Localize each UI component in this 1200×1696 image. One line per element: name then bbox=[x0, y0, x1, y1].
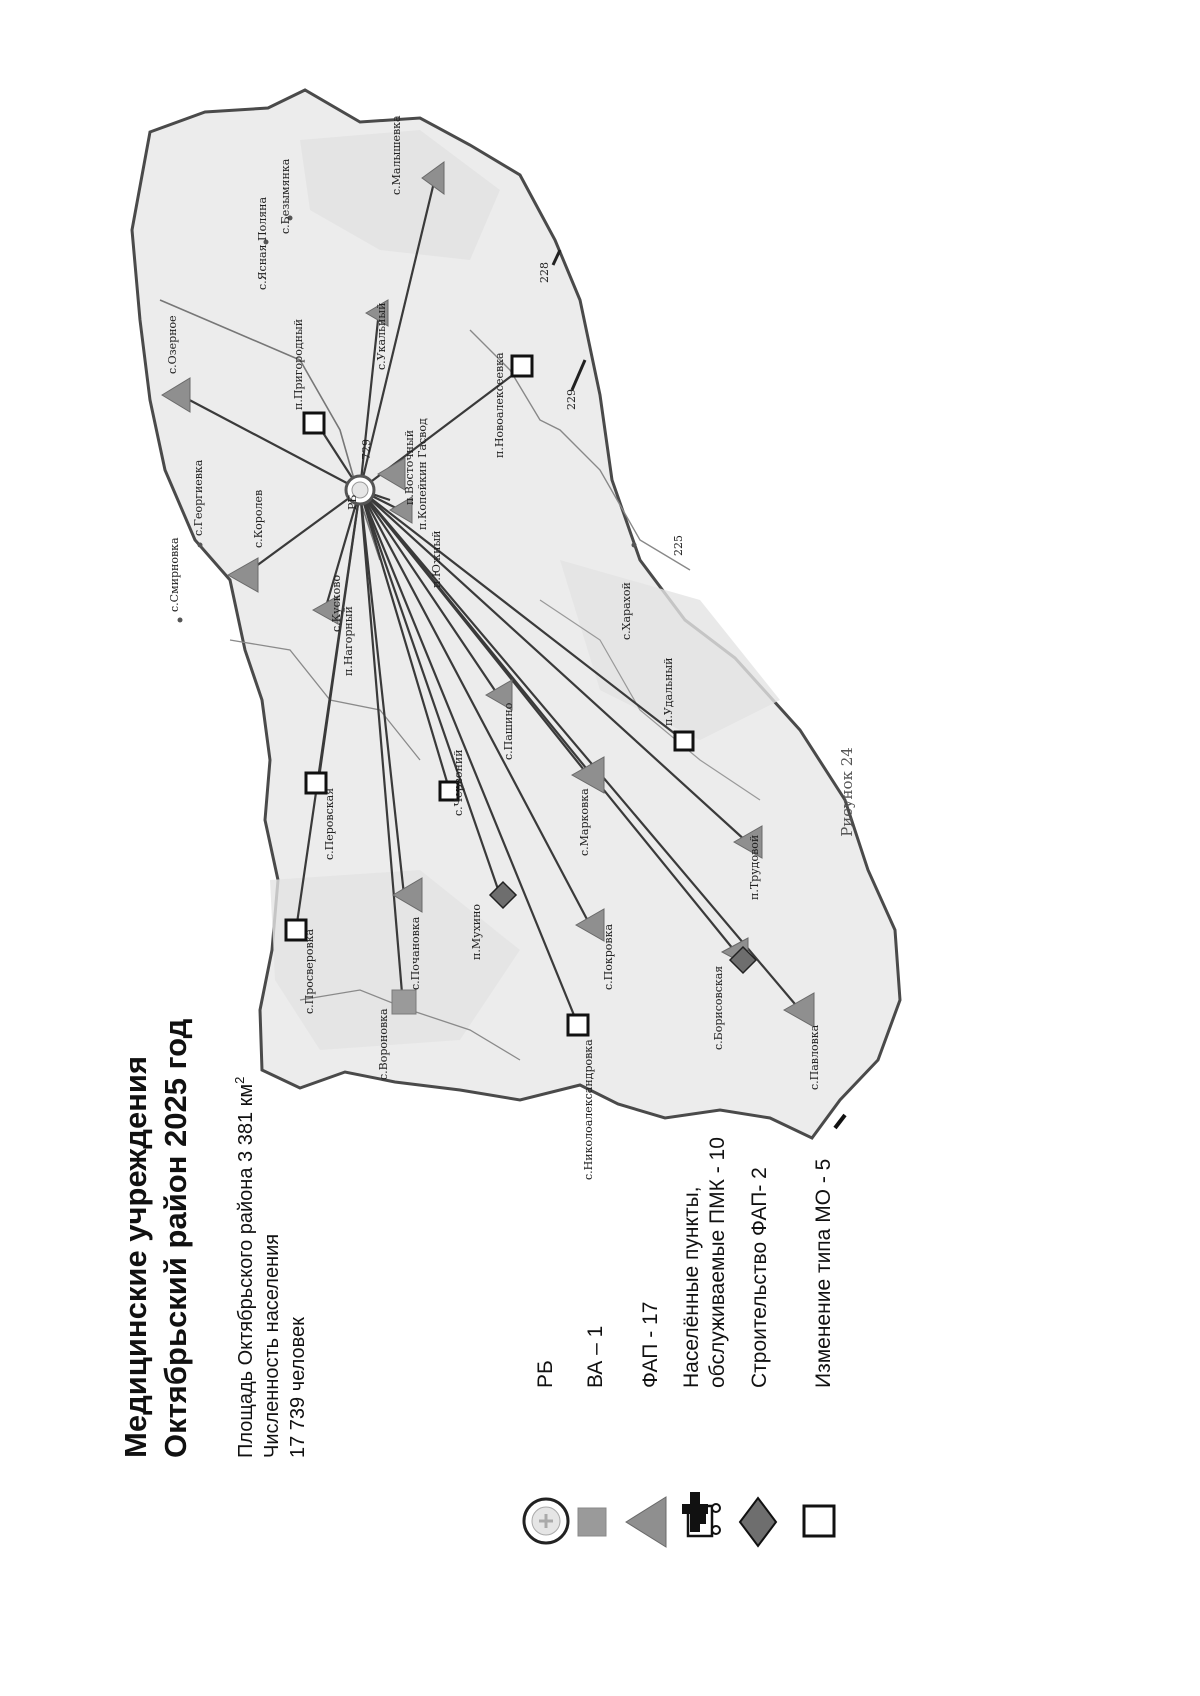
settlement-label: с.Покровка bbox=[602, 923, 615, 990]
settlement-label: с.Червоний bbox=[452, 749, 465, 816]
settlement-label: п.Удальный bbox=[662, 657, 675, 726]
settlement-dot bbox=[178, 618, 183, 623]
settlement-label: с.Борисовская bbox=[712, 965, 725, 1050]
legend-item-pmk bbox=[680, 1137, 729, 1536]
settlement-label: с.Просверовка bbox=[303, 928, 316, 1014]
legend-item-va bbox=[578, 1326, 607, 1536]
type-change-square-icon bbox=[804, 1506, 834, 1536]
area-text bbox=[232, 1077, 257, 1458]
va-square-icon bbox=[578, 1508, 606, 1536]
settlement-label: с.Смирновка bbox=[168, 537, 181, 612]
settlement-label: п.Трудовой bbox=[748, 834, 761, 900]
info-block bbox=[232, 1077, 309, 1458]
legend-item-construction bbox=[740, 1167, 776, 1546]
type-change-square-icon bbox=[568, 1015, 588, 1035]
settlement-label: с.Харахой bbox=[620, 582, 633, 640]
va-square-icon bbox=[392, 990, 416, 1014]
settlement-label: с.Безымянка bbox=[279, 158, 292, 234]
district-map bbox=[132, 90, 900, 1180]
road-marker bbox=[835, 1115, 845, 1128]
legend-label-construction: Строительство ФАП- 2 bbox=[748, 1167, 771, 1388]
settlement-label: п.Пригородный bbox=[292, 318, 305, 410]
rb-label: РБ bbox=[346, 494, 359, 510]
road-label: 225 bbox=[672, 535, 685, 556]
title-block bbox=[118, 1018, 193, 1458]
rb-hospital-icon bbox=[524, 1499, 568, 1543]
settlement-label: с.Георгиевка bbox=[192, 459, 205, 536]
legend-label-pmk-2: обслуживаемые ПМК - 10 bbox=[706, 1137, 729, 1388]
legend-label-rb: РБ bbox=[534, 1360, 557, 1388]
legend-label-type-change: Изменение типа МО - 5 bbox=[812, 1158, 835, 1388]
mobile-complex-icon bbox=[682, 1492, 720, 1536]
settlement-label: с.Королев bbox=[252, 489, 265, 548]
type-change-square-icon bbox=[512, 356, 532, 376]
settlement-label: с.Пашино bbox=[502, 702, 515, 760]
legend-item-type-change bbox=[804, 1159, 835, 1536]
legend-item-fap bbox=[626, 1302, 666, 1547]
type-change-square-icon bbox=[675, 732, 693, 750]
title-line-2: Октябрьский район 2025 год bbox=[158, 1018, 193, 1458]
road-label: 229 bbox=[565, 389, 578, 410]
figure-caption: Рисунок 24 bbox=[838, 747, 856, 837]
settlement-label: с.Павловка bbox=[808, 1024, 821, 1090]
legend bbox=[524, 1137, 835, 1547]
settlement-label: с.Ясная Поляна bbox=[256, 196, 269, 290]
settlement-label: п.Восточный bbox=[403, 429, 416, 505]
settlement-label: п.Южный bbox=[430, 530, 443, 588]
settlement-dot bbox=[632, 543, 637, 548]
settlement-label: п.Копейкин Гасвод bbox=[416, 418, 429, 530]
district-territory bbox=[132, 90, 900, 1138]
settlement-label: с.Перовская bbox=[323, 787, 336, 860]
settlement-label: с.Укальный bbox=[375, 302, 388, 370]
title-line-1: Медицинские учреждения bbox=[118, 1055, 153, 1458]
settlement-label: с.Николоалександровка bbox=[582, 1039, 595, 1180]
legend-label-fap: ФАП - 17 bbox=[639, 1301, 662, 1388]
settlement-label: с.Вороновка bbox=[377, 1008, 390, 1080]
legend-label-pmk-1: Населённые пункты, bbox=[680, 1186, 703, 1388]
settlement-label: с.Озерное bbox=[166, 315, 179, 374]
settlement-label: п.Нагорный bbox=[342, 606, 355, 676]
legend-item-rb bbox=[524, 1360, 568, 1543]
road-label: 228 bbox=[538, 262, 551, 283]
settlement-label: п.Мухино bbox=[470, 903, 483, 960]
settlement-label: с.Кусково bbox=[330, 574, 343, 632]
fap-triangle-icon bbox=[626, 1497, 666, 1547]
population-label: Численность населения bbox=[261, 1233, 283, 1458]
settlement-label: с.Малышевка bbox=[390, 115, 403, 195]
settlement-label: п.Новоалексеевка bbox=[493, 352, 506, 458]
area-value: Площадь Октябрьского района 3 381 км bbox=[235, 1083, 257, 1458]
rb-code: 729 bbox=[360, 439, 373, 460]
construction-diamond-icon bbox=[740, 1498, 776, 1546]
settlement-label: с.Марковка bbox=[578, 788, 591, 856]
legend-label-va: ВА – 1 bbox=[584, 1325, 607, 1388]
population-value: 17 739 человек bbox=[287, 1317, 309, 1458]
settlement-label: с.Почановка bbox=[409, 916, 422, 990]
settlement-dot bbox=[198, 543, 203, 548]
type-change-square-icon bbox=[304, 413, 324, 433]
area-superscript: 2 bbox=[232, 1076, 247, 1084]
